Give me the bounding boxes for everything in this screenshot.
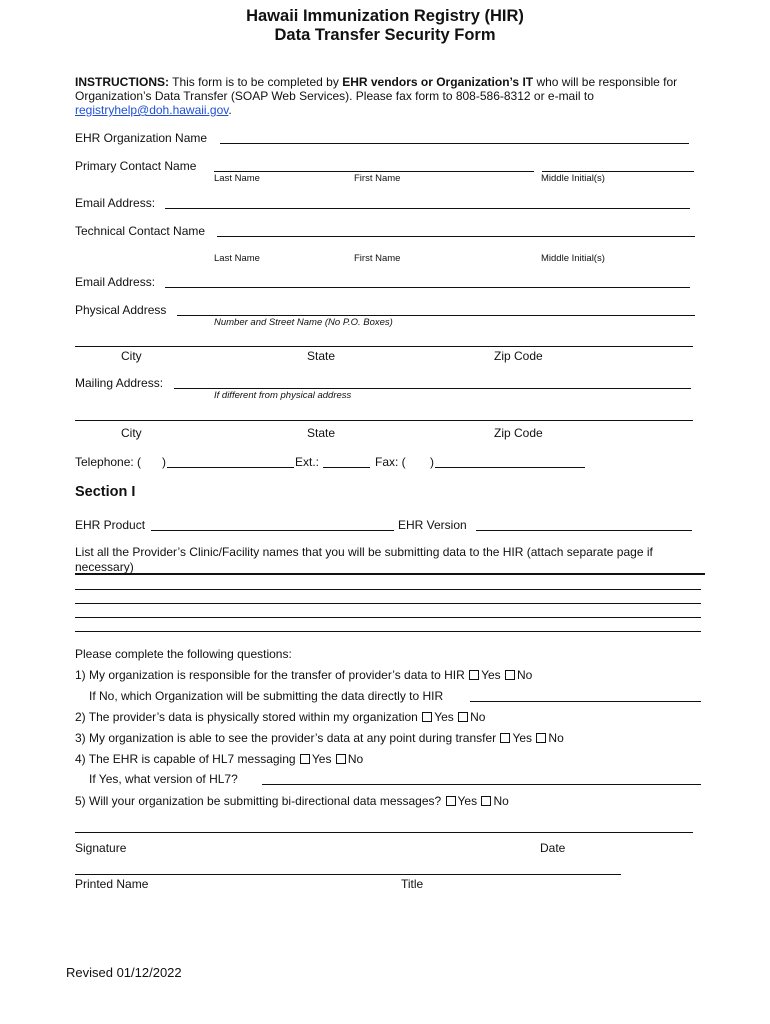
last-name-hint: Last Name xyxy=(214,173,260,184)
primary-contact-name-field[interactable] xyxy=(214,171,534,172)
printed-name-line[interactable] xyxy=(75,874,621,875)
ehr-version-label: EHR Version xyxy=(398,518,467,532)
questions-intro: Please complete the following questions: xyxy=(75,647,292,661)
printed-name-label: Printed Name xyxy=(75,877,149,891)
question-4-text: 4) The EHR is capable of HL7 messaging xyxy=(75,752,296,766)
fax-field[interactable] xyxy=(435,467,585,468)
ehr-org-name-label: EHR Organization Name xyxy=(75,131,208,145)
state-label: State xyxy=(307,426,336,440)
physical-address-field[interactable] xyxy=(177,315,695,316)
mailing-address-field[interactable] xyxy=(174,388,691,389)
instructions-bold: EHR vendors or Organization’s IT xyxy=(342,75,534,89)
first-name-hint: First Name xyxy=(354,173,401,184)
question-1-sub-field[interactable] xyxy=(470,701,701,702)
question-4-sub: If Yes, what version of HL7? xyxy=(89,772,238,786)
yes-checkbox[interactable] xyxy=(446,796,456,806)
question-3 xyxy=(75,731,564,745)
question-1 xyxy=(75,668,532,682)
middle-initial-hint: Middle Initial(s) xyxy=(541,173,605,184)
email-link[interactable]: registryhelp@doh.hawaii.gov xyxy=(75,103,229,117)
yes-checkbox[interactable] xyxy=(469,670,479,680)
date-label: Date xyxy=(540,841,566,855)
ehr-org-name-field[interactable] xyxy=(220,143,689,144)
mailing-hint: If different from physical address xyxy=(214,390,352,401)
question-2-text: 2) The provider’s data is physically stored within my organization xyxy=(75,710,418,724)
last-name-hint: Last Name xyxy=(214,253,260,264)
form-title-line2: Data Transfer Security Form xyxy=(274,26,496,44)
question-4-sub-field[interactable] xyxy=(262,784,701,785)
email-label: Email Address: xyxy=(75,275,156,289)
title-label: Title xyxy=(401,877,424,891)
question-4 xyxy=(75,752,363,766)
yes-label: Yes xyxy=(512,731,533,745)
middle-initial-hint: Middle Initial(s) xyxy=(541,253,605,264)
zip-label: Zip Code xyxy=(494,426,543,440)
technical-contact-field[interactable] xyxy=(217,236,695,237)
clinic-list-line[interactable] xyxy=(75,589,701,590)
instructions xyxy=(75,75,695,117)
physical-address-label: Physical Address xyxy=(75,303,167,317)
ehr-version-field[interactable] xyxy=(476,530,692,531)
yes-label: Yes xyxy=(481,668,501,682)
email-field[interactable] xyxy=(165,208,690,209)
yes-checkbox[interactable] xyxy=(500,733,510,743)
primary-contact-middle-field[interactable] xyxy=(542,171,694,172)
no-checkbox[interactable] xyxy=(536,733,546,743)
ehr-product-field[interactable] xyxy=(151,530,394,531)
no-checkbox[interactable] xyxy=(505,670,515,680)
no-checkbox[interactable] xyxy=(458,712,468,722)
form-title-line1: Hawaii Immunization Registry (HIR) xyxy=(246,7,524,25)
telephone-field[interactable] xyxy=(167,467,294,468)
no-checkbox[interactable] xyxy=(481,796,491,806)
fax-label: Fax: ( xyxy=(375,455,406,469)
revised-date: Revised 01/12/2022 xyxy=(66,965,182,980)
no-label: No xyxy=(517,668,533,682)
ext-field[interactable] xyxy=(323,467,370,468)
instructions-label: INSTRUCTIONS: xyxy=(75,75,169,89)
state-label: State xyxy=(307,349,336,363)
question-2 xyxy=(75,710,485,724)
question-5-text: 5) Will your organization be submitting bi-directional data messages? xyxy=(75,794,442,808)
first-name-hint: First Name xyxy=(354,253,401,264)
telephone-paren: ) xyxy=(162,455,166,469)
signature-line[interactable] xyxy=(75,832,693,833)
yes-label: Yes xyxy=(457,794,478,808)
clinic-list-instruction: List all the Provider’s Clinic/Facility names that you will be submitting data to the HIR (attach separate page if necessary) xyxy=(75,545,653,574)
clinic-list-line[interactable] xyxy=(75,617,701,618)
section-title: Section I xyxy=(75,484,136,500)
question-1-sub: If No, which Organization will be submitting the data directly to HIR xyxy=(89,689,444,703)
mailing-city-line[interactable] xyxy=(75,420,693,421)
street-hint: Number and Street Name (No P.O. Boxes) xyxy=(214,317,393,328)
signature-label: Signature xyxy=(75,841,127,855)
email-label: Email Address: xyxy=(75,196,156,210)
instructions-text: . xyxy=(228,103,232,117)
ext-label: Ext.: xyxy=(295,455,320,469)
question-5 xyxy=(75,794,509,808)
yes-checkbox[interactable] xyxy=(422,712,432,722)
question-3-text: 3) My organization is able to see the provider’s data at any point during transfer xyxy=(75,731,497,745)
email-field[interactable] xyxy=(165,287,690,288)
physical-city-line[interactable] xyxy=(75,346,693,347)
technical-contact-label: Technical Contact Name xyxy=(75,224,206,238)
yes-label: Yes xyxy=(311,752,332,766)
no-label: No xyxy=(470,710,486,724)
fax-paren: ) xyxy=(430,455,434,469)
ehr-product-label: EHR Product xyxy=(75,518,146,532)
city-label: City xyxy=(121,426,142,440)
instructions-text: who will be responsible for Organization’s Data Transfer (SOAP Web Services). Please fax form to 808-586-8312 or e-mail to xyxy=(75,75,678,103)
instructions-text: This form is to be completed by xyxy=(169,75,343,89)
clinic-list-line[interactable] xyxy=(75,573,705,575)
question-1-text: 1) My organization is responsible for the transfer of provider’s data to HIR xyxy=(75,668,465,682)
telephone-label: Telephone: ( xyxy=(75,455,142,469)
clinic-list-line[interactable] xyxy=(75,603,701,604)
no-label: No xyxy=(493,794,509,808)
city-label: City xyxy=(121,349,142,363)
zip-label: Zip Code xyxy=(494,349,543,363)
mailing-address-label: Mailing Address: xyxy=(75,376,164,390)
no-label: No xyxy=(347,752,364,766)
clinic-list-line[interactable] xyxy=(75,631,701,632)
yes-checkbox[interactable] xyxy=(300,754,310,764)
no-checkbox[interactable] xyxy=(336,754,346,764)
no-label: No xyxy=(548,731,564,745)
primary-contact-label: Primary Contact Name xyxy=(75,159,197,173)
yes-label: Yes xyxy=(434,710,454,724)
